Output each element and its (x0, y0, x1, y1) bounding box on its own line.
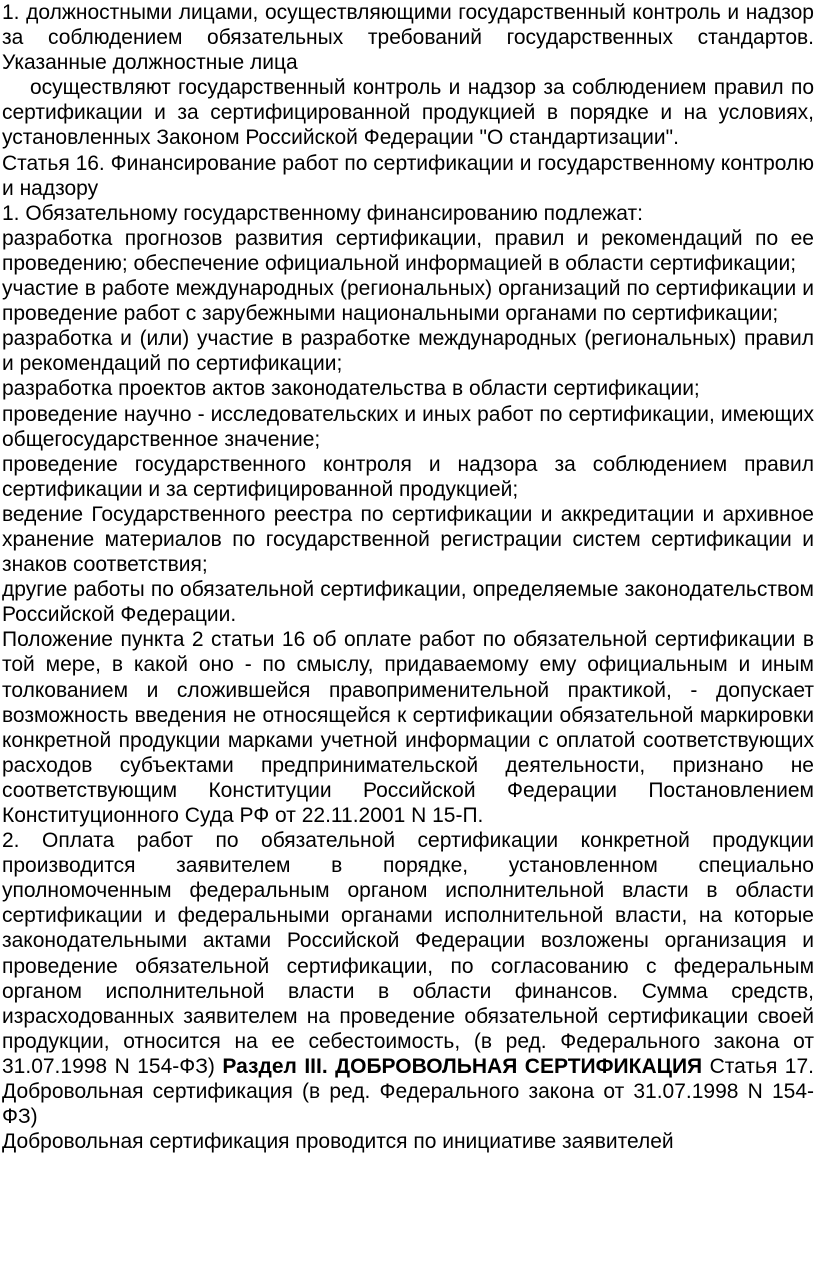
paragraph-constitutional-court: Положение пункта 2 статьи 16 об оплате работ по обязательной сертификации в той мере, в какой оно - по смыслу, придаваемому ему официальным и иным толкованием и сложившейся правоприменительной практикой, - допускает возможность введения не относящейся к сертификации обязательной маркировки конкретной продукции марками учетной информации с оплатой соответствующих расходов субъектами предпринимательской деятельности, признано не соответствующим Конституции Российской Федерации Постановлением Конституционного Суда РФ от 22.11.2001 N 15-П. (2, 628, 814, 827)
paragraph-financing-intro: 1. Обязательному государственному финансированию подлежат: (2, 201, 643, 225)
paragraph-officials: 1. должностными лицами, осуществляющими государственный контроль и надзор за соблюдением обязательных требований государственных стандартов. Указанные должностные лица (2, 1, 814, 75)
article-16-heading: Статья 16. Финансирование работ по сертификации и государственному контролю и надзору (2, 151, 814, 200)
paragraph-officials-continued: осуществляют государственный контроль и надзор за соблюдением правил по сертификации и за сертифицированной продукцией в порядке и на условиях, установленных Законом Российской Федерации "О стандартизации". (2, 76, 814, 150)
article-17-heading: Статья 17. Добровольная сертификация (в ред. Федерального закона от 31.07.1998 N 154-ФЗ) (2, 1054, 814, 1129)
list-item-research: проведение научно - исследовательских и иных работ по сертификации, имеющих общегосударственное значение; (2, 402, 814, 451)
list-item-state-register: ведение Государственного реестра по сертификации и аккредитации и архивное хранение материалов по государственной регистрации систем сертификации и знаков соответствия; (2, 502, 814, 577)
list-item-international-participation: участие в работе международных (региональных) организаций по сертификации и проведение работ с зарубежными национальными органами по сертификации; (2, 277, 814, 326)
paragraph-voluntary-certification: Добровольная сертификация проводится по инициативе заявителей (2, 1130, 674, 1154)
list-item-forecasts: разработка прогнозов развития сертификации, правил и рекомендаций по ее проведению; обеспечение официальной информацией в области сертификации; (2, 226, 814, 275)
payment-text: 2. Оплата работ по обязательной сертификации конкретной продукции производится заявителем в порядке, установленном специально уполномоченным федеральным органом исполнительной власти в области сертификации и федеральными органами исполнительной власти, на которые законодательными актами Российской Федерации возложены организация и проведение обязательной сертификации, по согласованию с федеральным органом исполнительной власти в области финансов. Сумма средств, израсходованных заявителем на проведение обязательной сертификации своей продукции, относится на ее себестоимость, (в ред. Федерального закона от 31.07.1998 N 154-ФЗ) (2, 829, 814, 1078)
list-item-state-control: проведение государственного контроля и надзора за соблюдением правил сертификации и за сертифицированной продукцией; (2, 452, 814, 501)
section-3-heading: Раздел III. ДОБРОВОЛЬНАЯ СЕРТИФИКАЦИЯ (222, 1054, 703, 1078)
list-item-other-works: другие работы по обязательной сертификации, определяемые законодательством Российской Федерации. (2, 578, 814, 627)
list-item-international-rules: разработка и (или) участие в разработке международных (региональных) правил и рекомендаций по сертификации; (2, 327, 814, 376)
paragraph-payment (2, 828, 814, 1129)
list-item-legislation-drafts: разработка проектов актов законодательства в области сертификации; (2, 377, 700, 401)
